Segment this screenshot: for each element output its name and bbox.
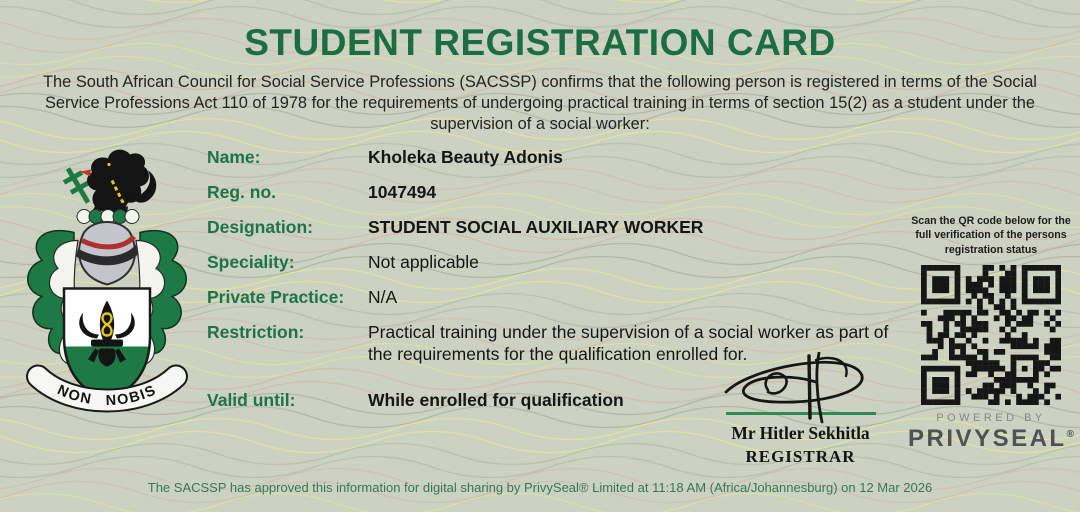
field-label-reg-no: Reg. no.	[207, 182, 277, 202]
field-label-speciality: Speciality:	[207, 252, 295, 272]
field-row-designation	[207, 216, 907, 238]
qr-block	[903, 214, 1079, 453]
field-row-reg-no	[207, 181, 907, 203]
qr-code	[921, 265, 1061, 405]
powered-by-label: POWERED BY	[936, 411, 1046, 424]
field-value-restriction: Practical training under the supervision of a social worker as part of the requirements for the qualification enrolled for.	[368, 322, 889, 364]
field-value-designation: STUDENT SOCIAL AUXILIARY WORKER	[368, 217, 704, 237]
sacssp-crest	[12, 138, 202, 428]
field-row-private-practice	[207, 286, 907, 308]
field-label-designation: Designation:	[207, 217, 313, 237]
field-value-reg-no: 1047494	[368, 182, 437, 202]
registered-mark: ®	[1066, 428, 1074, 440]
signatory-title: REGISTRAR	[745, 447, 856, 466]
page-title: STUDENT REGISTRATION CARD	[244, 22, 836, 63]
crest-motto: NON NOBIS	[54, 382, 160, 410]
qr-instruction: Scan the QR code below for the full verification of the persons registration status	[911, 215, 1071, 256]
field-label-private-practice: Private Practice:	[207, 287, 345, 307]
privyseal-wordmark: PRIVYSEAL	[908, 424, 1067, 452]
field-value-private-practice: N/A	[368, 287, 398, 307]
field-label-restriction: Restriction:	[207, 322, 305, 342]
privyseal-logo	[903, 425, 1079, 453]
signatory-name: Mr Hitler Sekhitla	[731, 423, 870, 443]
field-value-valid-until: While enrolled for qualification	[368, 390, 624, 410]
signature-line	[726, 412, 876, 415]
field-value-speciality: Not applicable	[368, 252, 479, 272]
approval-footer: The SACSSP has approved this information for digital sharing by PrivySeal® Limited at 11:18 AM (Africa/Johannesburg) on 12 Mar 2026	[147, 480, 933, 495]
field-label-valid-until: Valid until:	[207, 390, 296, 410]
field-value-name: Kholeka Beauty Adonis	[368, 147, 563, 167]
signature-block	[698, 352, 903, 467]
field-label-name: Name:	[207, 147, 261, 167]
field-row-speciality	[207, 251, 907, 273]
field-row-name	[207, 146, 907, 168]
helmet	[76, 222, 138, 285]
intro-paragraph: The South African Council for Social Service Professions (SACSSP) confirms that the following person is registered in terms of the Social Service Professions Act 110 of 1978 for the requirements of undergoing practical training in terms of section 15(2) as a student under the supervision of a social worker:	[43, 73, 1037, 133]
